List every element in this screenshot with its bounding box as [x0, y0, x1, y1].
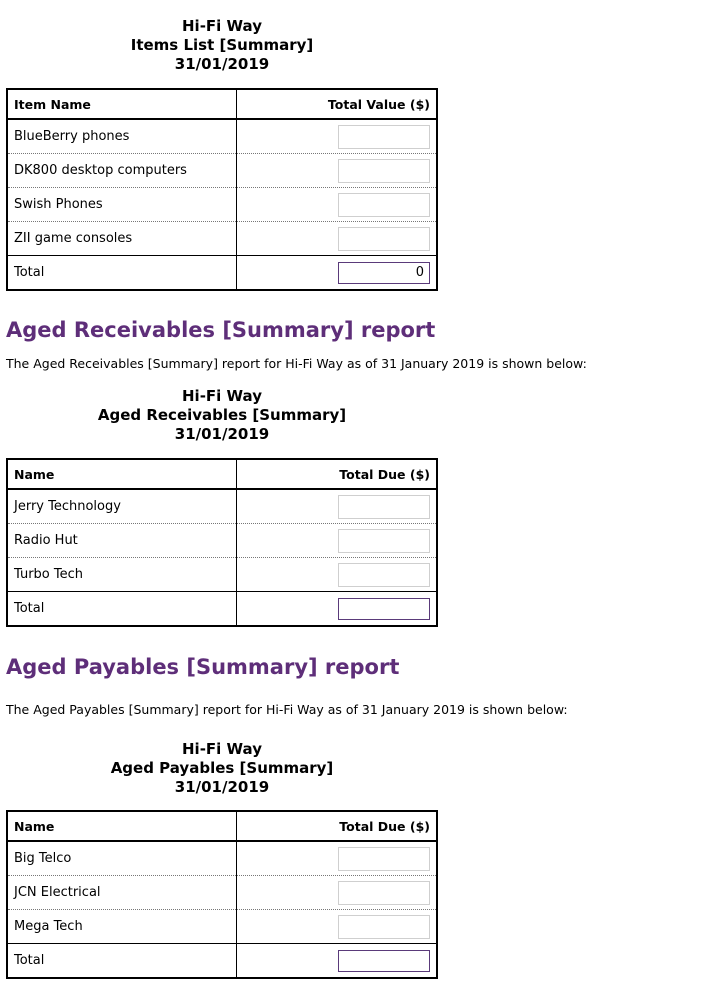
payables-report-title: Aged Payables [Summary]	[110, 759, 334, 777]
item-value-input[interactable]	[338, 193, 430, 217]
items-report-company: Hi-Fi Way	[182, 17, 262, 35]
table-header-row	[7, 459, 437, 489]
table-header-row	[7, 89, 437, 119]
customer-name-cell: Radio Hut	[7, 524, 237, 558]
column-header-name: Name	[7, 811, 237, 841]
table-header-row	[7, 811, 437, 841]
payables-table	[6, 810, 438, 979]
due-value-input[interactable]	[338, 881, 430, 905]
table-row	[7, 154, 437, 188]
total-label: Total	[7, 592, 237, 627]
total-row	[7, 944, 437, 979]
supplier-name-cell: Mega Tech	[7, 910, 237, 944]
payables-report-header	[6, 740, 438, 797]
payables-section-description: The Aged Payables [Summary] report for Hi-Fi Way as of 31 January 2019 is shown below:	[6, 702, 568, 717]
table-row	[7, 524, 437, 558]
item-name-cell: BlueBerry phones	[7, 119, 237, 154]
customer-name-cell: Jerry Technology	[7, 489, 237, 524]
receivables-report-title: Aged Receivables [Summary]	[97, 406, 347, 424]
due-value-input[interactable]	[338, 529, 430, 553]
items-report-title: Items List [Summary]	[130, 36, 314, 54]
receivables-report-date: 31/01/2019	[174, 425, 270, 443]
column-header-item-name: Item Name	[7, 89, 237, 119]
receivables-report-header	[6, 387, 438, 444]
table-row	[7, 489, 437, 524]
column-header-total-due: Total Due ($)	[237, 811, 438, 841]
table-row	[7, 188, 437, 222]
supplier-name-cell: JCN Electrical	[7, 876, 237, 910]
item-name-cell: DK800 desktop computers	[7, 154, 237, 188]
total-label: Total	[7, 944, 237, 979]
table-row	[7, 119, 437, 154]
due-value-input[interactable]	[338, 915, 430, 939]
total-row	[7, 256, 437, 291]
due-value-input[interactable]	[338, 495, 430, 519]
table-row	[7, 876, 437, 910]
payables-report-date: 31/01/2019	[174, 778, 270, 796]
items-table	[6, 88, 438, 291]
table-row	[7, 222, 437, 256]
table-row	[7, 841, 437, 876]
items-report-date: 31/01/2019	[174, 55, 270, 73]
supplier-name-cell: Big Telco	[7, 841, 237, 876]
total-value-field[interactable]	[338, 598, 430, 620]
receivables-report-company: Hi-Fi Way	[182, 387, 262, 405]
payables-section-heading: Aged Payables [Summary] report	[6, 655, 400, 679]
item-value-input[interactable]	[338, 227, 430, 251]
table-row	[7, 910, 437, 944]
payables-report-company: Hi-Fi Way	[182, 740, 262, 758]
items-report-header	[6, 17, 438, 74]
due-value-input[interactable]	[338, 847, 430, 871]
total-value-field[interactable]	[338, 950, 430, 972]
table-row	[7, 558, 437, 592]
column-header-total-due: Total Due ($)	[237, 459, 438, 489]
total-row	[7, 592, 437, 627]
customer-name-cell: Turbo Tech	[7, 558, 237, 592]
column-header-total-value: Total Value ($)	[237, 89, 438, 119]
column-header-name: Name	[7, 459, 237, 489]
item-name-cell: Swish Phones	[7, 188, 237, 222]
item-name-cell: ZII game consoles	[7, 222, 237, 256]
total-label: Total	[7, 256, 237, 291]
due-value-input[interactable]	[338, 563, 430, 587]
receivables-section-description: The Aged Receivables [Summary] report for Hi-Fi Way as of 31 January 2019 is shown below:	[6, 356, 587, 371]
item-value-input[interactable]	[338, 125, 430, 149]
total-value-field[interactable]: 0	[338, 262, 430, 284]
receivables-section-heading: Aged Receivables [Summary] report	[6, 318, 436, 342]
receivables-table	[6, 458, 438, 627]
item-value-input[interactable]	[338, 159, 430, 183]
